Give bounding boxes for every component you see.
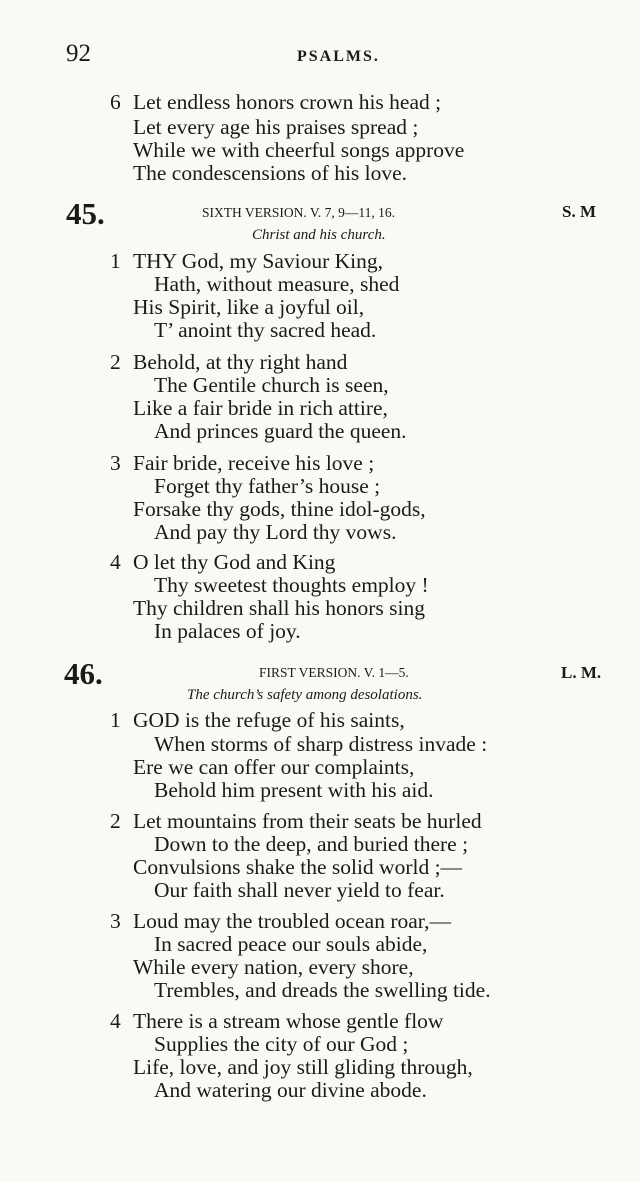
psalm-subtitle: The church’s safety among desolations.	[187, 687, 423, 703]
verse-line: While every nation, every shore,	[133, 955, 414, 979]
verse-line: Supplies the city of our God ;	[154, 1032, 409, 1056]
verse-line: There is a stream whose gentle flow	[133, 1009, 444, 1033]
verse-line: The Gentile church is seen,	[154, 373, 389, 397]
stanza-number: 2	[110, 809, 121, 833]
stanza-number: 3	[110, 451, 121, 475]
verse-line: Behold, at thy right hand	[133, 350, 348, 374]
verse-line: In palaces of joy.	[154, 619, 301, 643]
verse-line: Convulsions shake the solid world ;—	[133, 855, 463, 879]
verse-line: Let every age his praises spread ;	[133, 115, 419, 139]
verse-line: Let endless honors crown his head ;	[133, 90, 442, 114]
meter-label: L. M.	[561, 663, 602, 682]
verse-line: His Spirit, like a joyful oil,	[133, 295, 365, 319]
version-heading: FIRST VERSION. V. 1—5.	[259, 665, 409, 680]
verse-line: And princes guard the queen.	[154, 419, 407, 443]
meter-label: S. M	[562, 202, 596, 221]
verse-line: When storms of sharp distress invade :	[154, 732, 488, 756]
stanza-number: 6	[110, 90, 121, 114]
verse-line: Forsake thy gods, thine idol-gods,	[133, 497, 426, 521]
page-header	[0, 40, 640, 70]
verse-line: Life, love, and joy still gliding through,	[133, 1055, 473, 1079]
verse-line: Behold him present with his aid.	[154, 778, 434, 802]
stanza-number: 1	[110, 249, 121, 273]
verse-line: Ere we can offer our complaints,	[133, 755, 415, 779]
verse-line: Hath, without measure, shed	[154, 272, 400, 296]
verse-line: Down to the deep, and buried there ;	[154, 832, 469, 856]
psalm-number: 46.	[64, 656, 103, 691]
version-heading: SIXTH VERSION. V. 7, 9—11, 16.	[202, 205, 396, 220]
verse-line: In sacred peace our souls abide,	[154, 932, 428, 956]
verse-line: Loud may the troubled ocean roar,—	[133, 909, 451, 933]
verse-line: Thy sweetest thoughts employ !	[154, 573, 429, 597]
verse-line: Let mountains from their seats be hurled	[133, 809, 482, 833]
psalm-subtitle: Christ and his church.	[252, 227, 386, 243]
verse-line: The condescensions of his love.	[133, 161, 408, 185]
verse-line: Thy children shall his honors sing	[133, 596, 426, 620]
verse-line: THY God, my Saviour King,	[133, 249, 384, 273]
stanza-number: 4	[110, 550, 121, 574]
verse-line: Trembles, and dreads the swelling tide.	[154, 978, 491, 1002]
stanza-number: 4	[110, 1009, 121, 1033]
psalm-number: 45.	[66, 196, 105, 231]
stanza-number: 1	[110, 708, 121, 732]
verse-line: T’ anoint thy sacred head.	[154, 318, 377, 342]
verse-line: While we with cheerful songs approve	[133, 138, 465, 162]
verse-line: Our faith shall never yield to fear.	[154, 878, 445, 902]
running-head: PSALMS.	[297, 48, 380, 65]
page-number: 92	[66, 40, 91, 67]
verse-line: And pay thy Lord thy vows.	[154, 520, 397, 544]
verse-line: Forget thy father’s house ;	[154, 474, 381, 498]
verse-line: And watering our divine abode.	[154, 1078, 427, 1102]
verse-line: Like a fair bride in rich attire,	[133, 396, 388, 420]
verse-line: O let thy God and King	[133, 550, 336, 574]
verse-line: Fair bride, receive his love ;	[133, 451, 375, 475]
stanza-number: 3	[110, 909, 121, 933]
verse-line: GOD is the refuge of his saints,	[133, 708, 405, 732]
stanza-number: 2	[110, 350, 121, 374]
